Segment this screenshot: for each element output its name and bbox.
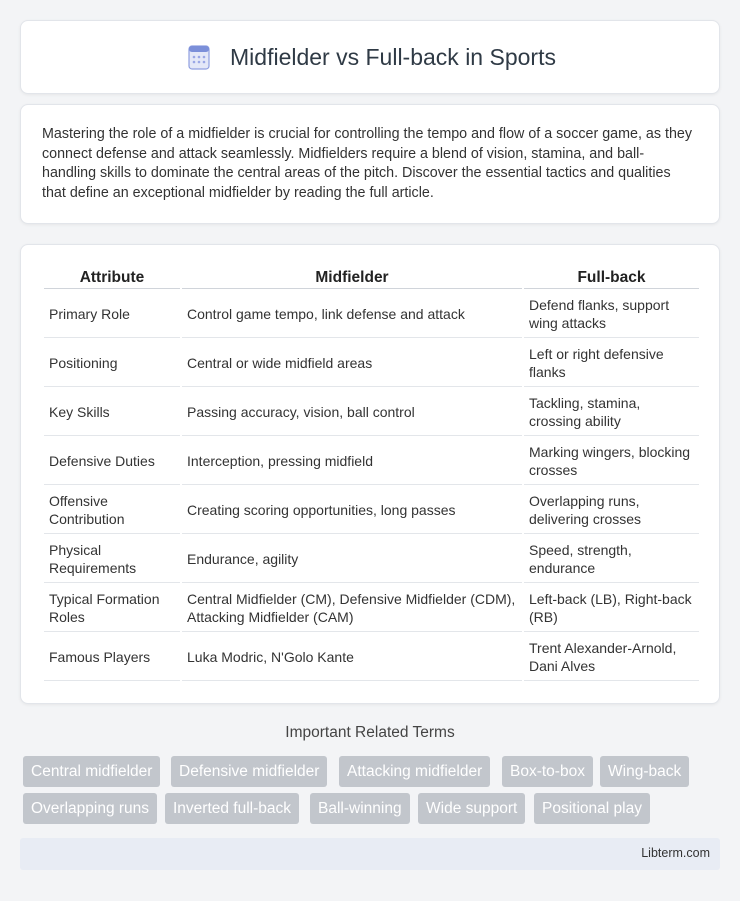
cell-midfielder: Central Midfielder (CM), Defensive Midfielder (CDM), Attacking Midfielder (CAM) bbox=[182, 585, 522, 632]
header-attribute: Attribute bbox=[44, 267, 180, 289]
cell-full-back: Left-back (LB), Right-back (RB) bbox=[524, 585, 699, 632]
cell-attribute: Offensive Contribution bbox=[44, 487, 180, 534]
cell-attribute: Primary Role bbox=[44, 291, 180, 338]
table-row bbox=[44, 340, 699, 387]
header-card bbox=[20, 20, 720, 94]
cell-full-back: Defend flanks, support wing attacks bbox=[524, 291, 699, 338]
header-full-back: Full-back bbox=[524, 267, 699, 289]
cell-midfielder: Endurance, agility bbox=[182, 536, 522, 583]
cell-attribute: Famous Players bbox=[44, 634, 180, 681]
cell-attribute: Key Skills bbox=[44, 389, 180, 436]
footer bbox=[20, 838, 720, 870]
cell-midfielder: Passing accuracy, vision, ball control bbox=[182, 389, 522, 436]
page-title: Midfielder vs Full-back in Sports bbox=[230, 43, 556, 70]
table-row bbox=[44, 634, 699, 681]
cell-full-back: Marking wingers, blocking crosses bbox=[524, 438, 699, 485]
tag-wing-back[interactable]: Wing-back bbox=[600, 756, 689, 787]
tag-box-to-box[interactable]: Box-to-box bbox=[502, 756, 593, 787]
table-row bbox=[44, 291, 699, 338]
document-icon bbox=[184, 42, 214, 72]
cell-midfielder: Control game tempo, link defense and attack bbox=[182, 291, 522, 338]
footer-brand[interactable]: Libterm.com bbox=[641, 846, 710, 860]
comparison-table bbox=[42, 265, 701, 683]
cell-attribute: Positioning bbox=[44, 340, 180, 387]
cell-attribute: Typical Formation Roles bbox=[44, 585, 180, 632]
intro-paragraph: Mastering the role of a midfielder is crucial for controlling the tempo and flow of a soccer game, as they connect defense and attack seamlessly. Midfielders require a blend of vision, stamina, and ball-handling skills to dominate the central areas of the pitch. Discover the essential tactics and qualities that define an exceptional midfielder by reading the full article. bbox=[42, 126, 693, 201]
table-header-row bbox=[44, 267, 699, 289]
related-terms-title: Important Related Terms bbox=[285, 724, 455, 741]
tag-positional-play[interactable]: Positional play bbox=[534, 793, 650, 824]
tag-overlapping-runs[interactable]: Overlapping runs bbox=[23, 793, 157, 824]
tag-attacking-midfielder[interactable]: Attacking midfielder bbox=[339, 756, 490, 787]
table-row bbox=[44, 585, 699, 632]
tag-central-midfielder[interactable]: Central midfielder bbox=[23, 756, 160, 787]
tag-ball-winning[interactable]: Ball-winning bbox=[310, 793, 410, 824]
tag-wide-support[interactable]: Wide support bbox=[418, 793, 525, 824]
cell-midfielder: Central or wide midfield areas bbox=[182, 340, 522, 387]
cell-full-back: Trent Alexander-Arnold, Dani Alves bbox=[524, 634, 699, 681]
table-row bbox=[44, 487, 699, 534]
table-row bbox=[44, 389, 699, 436]
cell-full-back: Overlapping runs, delivering crosses bbox=[524, 487, 699, 534]
cell-full-back: Left or right defensive flanks bbox=[524, 340, 699, 387]
cell-attribute: Defensive Duties bbox=[44, 438, 180, 485]
comparison-table-card bbox=[20, 244, 720, 704]
cell-full-back: Speed, strength, endurance bbox=[524, 536, 699, 583]
cell-attribute: Physical Requirements bbox=[44, 536, 180, 583]
intro-card bbox=[20, 104, 720, 224]
cell-full-back: Tackling, stamina, crossing ability bbox=[524, 389, 699, 436]
cell-midfielder: Creating scoring opportunities, long passes bbox=[182, 487, 522, 534]
table-row bbox=[44, 536, 699, 583]
cell-midfielder: Interception, pressing midfield bbox=[182, 438, 522, 485]
cell-midfielder: Luka Modric, N'Golo Kante bbox=[182, 634, 522, 681]
header-midfielder: Midfielder bbox=[182, 267, 522, 289]
tag-inverted-full-back[interactable]: Inverted full-back bbox=[165, 793, 299, 824]
tag-defensive-midfielder[interactable]: Defensive midfielder bbox=[171, 756, 327, 787]
table-row bbox=[44, 438, 699, 485]
